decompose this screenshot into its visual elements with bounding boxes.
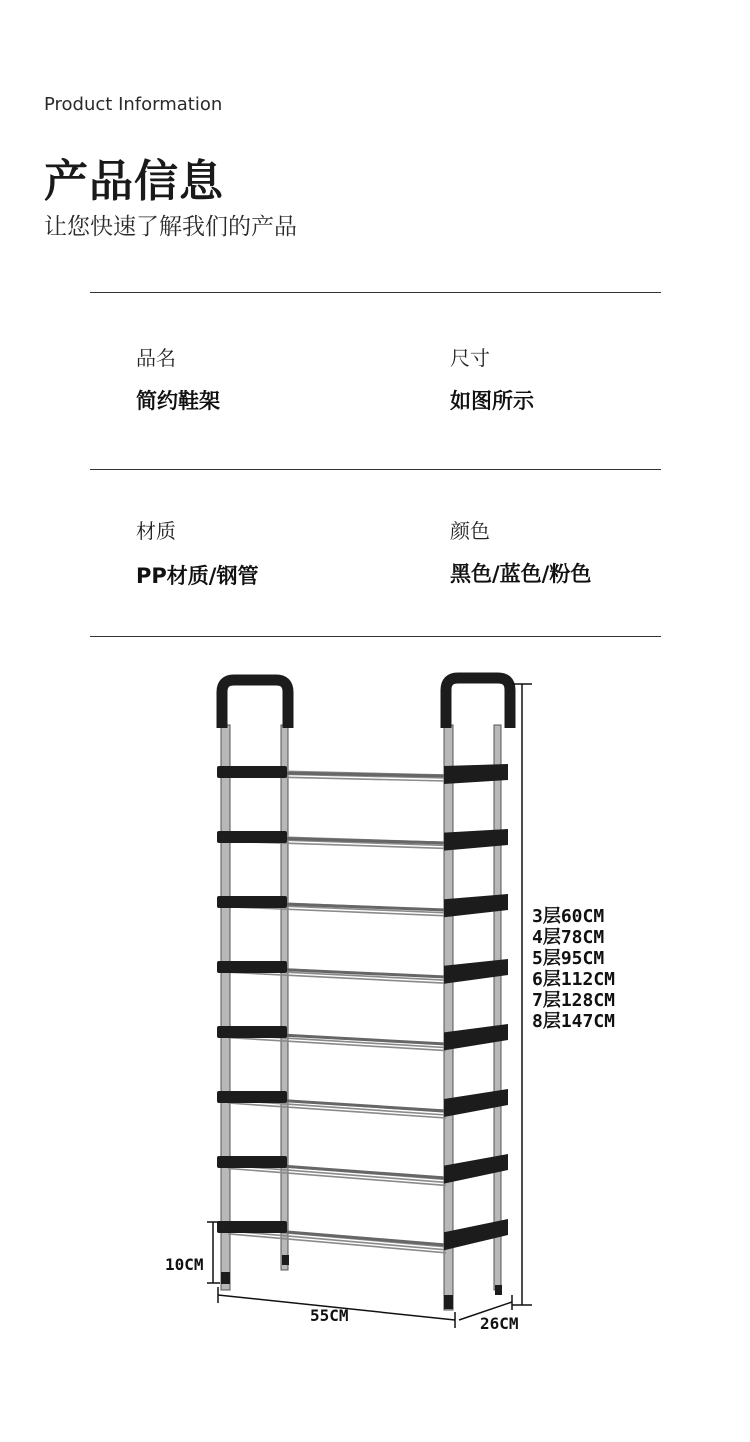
left-shelf-connector	[217, 896, 287, 908]
english-title: Product Information	[44, 94, 223, 115]
left-shelf-connector	[217, 1026, 287, 1038]
left-shelf-connector	[217, 1091, 287, 1103]
front-right-post	[444, 725, 453, 1310]
left-shelf-connector	[217, 766, 287, 778]
width-label: 55CM	[310, 1306, 349, 1325]
front-right-foot	[444, 1295, 453, 1309]
tier-height-7: 7层128CM	[532, 990, 616, 1011]
divider-bottom	[90, 636, 661, 637]
left-shelf-connector	[217, 1221, 287, 1233]
divider-middle	[90, 469, 661, 470]
page-subtitle: 让您快速了解我们的产品	[44, 214, 297, 240]
name-label: 品名	[136, 346, 176, 370]
color-value: 黑色/蓝色/粉色	[450, 562, 592, 586]
shelf-slat	[228, 972, 446, 983]
divider-top	[90, 292, 661, 293]
back-right-post	[494, 725, 501, 1290]
left-top-handle	[222, 680, 288, 728]
size-value: 如图所示	[450, 389, 534, 413]
depth-label: 26CM	[480, 1314, 519, 1333]
name-value: 简约鞋架	[136, 389, 220, 413]
material-label: 材质	[136, 519, 176, 543]
color-label: 颜色	[450, 519, 490, 543]
right-top-handle	[446, 678, 510, 728]
tier-height-5: 5层95CM	[532, 948, 605, 969]
size-label: 尺寸	[450, 346, 490, 370]
back-right-foot	[495, 1285, 502, 1295]
left-shelf-connector	[217, 831, 287, 843]
tier-height-8: 8层147CM	[532, 1011, 616, 1032]
page-title: 产品信息	[44, 156, 224, 207]
tier-height-4: 4层78CM	[532, 927, 605, 948]
front-left-post	[221, 725, 230, 1290]
left-shelf-connector	[217, 1156, 287, 1168]
left-shelf-connector	[217, 961, 287, 973]
material-value: PP材质/钢管	[136, 564, 259, 588]
rack-drawing	[207, 678, 532, 1328]
tier-height-list	[532, 906, 615, 1032]
back-left-foot	[282, 1255, 289, 1265]
shelf-slat	[228, 1231, 446, 1250]
back-left-post	[281, 725, 288, 1270]
front-left-foot	[221, 1272, 230, 1284]
foot-height-label: 10CM	[165, 1255, 204, 1274]
shoe-rack-illustration	[0, 640, 750, 1360]
tier-height-6: 6层112CM	[532, 969, 616, 990]
tier-height-3: 3层60CM	[532, 906, 605, 927]
